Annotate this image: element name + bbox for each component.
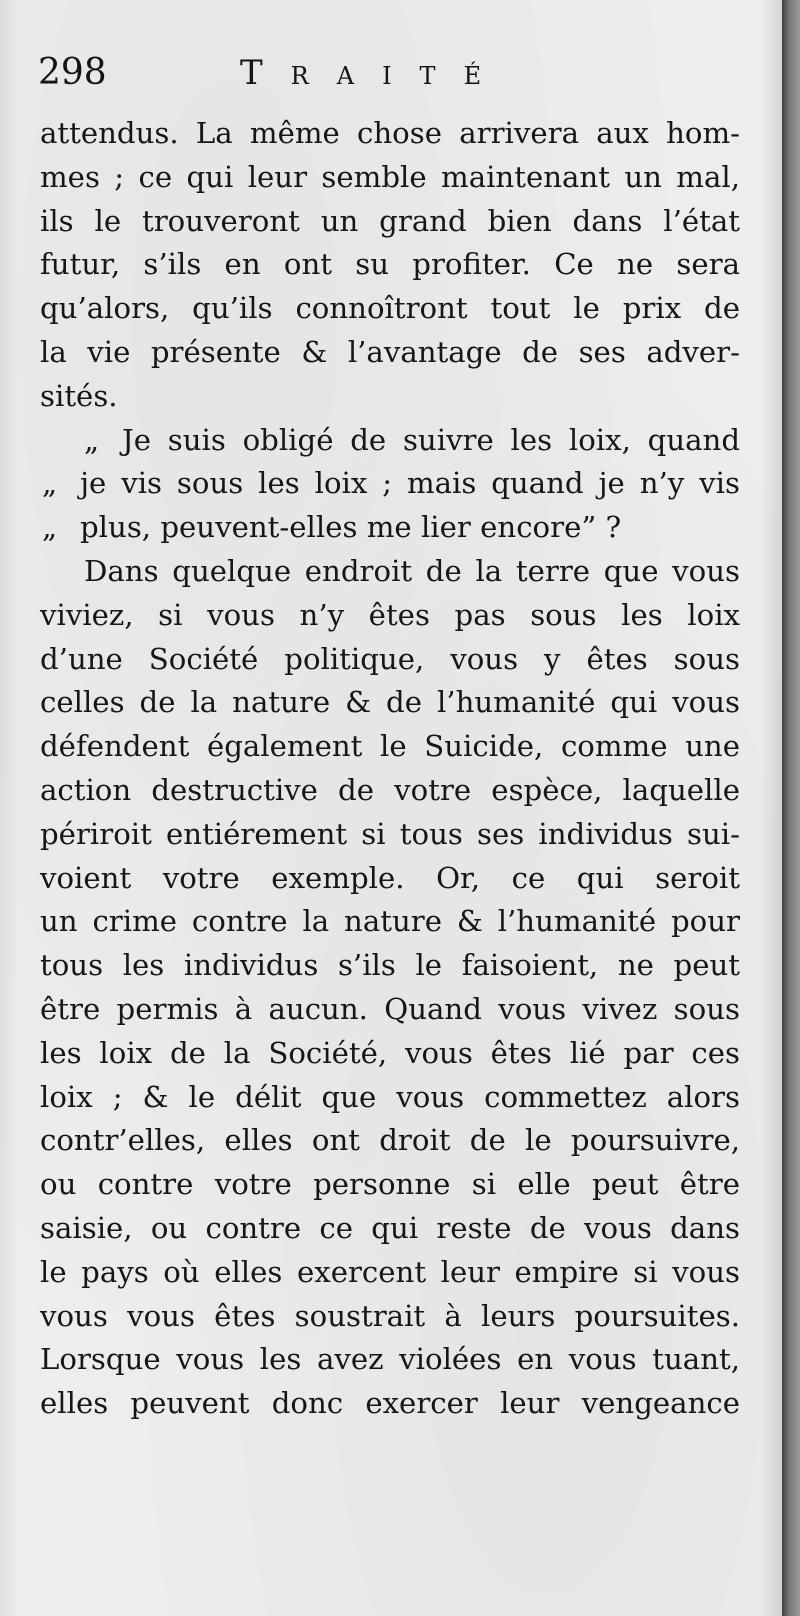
text-line: je vis sous les loix ; mais quand je n’y vis bbox=[80, 466, 740, 501]
text-line: Dans quelque endroit de la terre que vous bbox=[84, 553, 740, 588]
text-line: défendent également le Suicide, comme une bbox=[40, 729, 740, 764]
text-line: le pays où elles exercent leur empire si vous bbox=[40, 1254, 740, 1289]
text-line: contr’elles, elles ont droit de le poursuivre, bbox=[40, 1123, 740, 1158]
quoted-line bbox=[40, 419, 740, 463]
text-line: d’une Société politique, vous y êtes sous bbox=[40, 641, 740, 676]
quote-mark: „ bbox=[42, 510, 58, 545]
text-line: Je suis obligé de suivre les loix, quand bbox=[122, 422, 740, 457]
text-line: elles peuvent donc exercer leur vengeance bbox=[40, 1386, 740, 1421]
quoted-line bbox=[40, 506, 740, 550]
text-line: saisie, ou contre ce qui reste de vous dans bbox=[40, 1210, 740, 1245]
text-line: la vie présente & l’avantage de ses adver- bbox=[40, 334, 740, 369]
text-line: tous les individus s’ils le faisoient, ne peut bbox=[40, 948, 740, 983]
text-line: les loix de la Société, vous êtes lié par ces bbox=[40, 1035, 740, 1070]
page-edge-shadow bbox=[782, 0, 800, 1616]
text-line: vous vous êtes soustrait à leurs poursuites. bbox=[40, 1298, 740, 1333]
text-line: voient votre exemple. Or, ce qui seroit bbox=[40, 860, 740, 895]
quoted-line bbox=[40, 462, 740, 506]
text-line: ils le trouveront un grand bien dans l’état bbox=[40, 203, 740, 238]
text-line: qu’alors, qu’ils connoîtront tout le prix de bbox=[40, 291, 740, 326]
text-line: futur, s’ils en ont su profiter. Ce ne sera bbox=[40, 247, 740, 282]
text-line: ou contre votre personne si elle peut être bbox=[40, 1167, 740, 1202]
text-line: mes ; ce qui leur semble maintenant un mal, bbox=[40, 159, 740, 194]
page-number: 298 bbox=[38, 52, 107, 93]
text-line: périroit entiérement si tous ses individus sui- bbox=[40, 816, 740, 851]
text-line: attendus. La même chose arrivera aux hom- bbox=[40, 116, 740, 150]
body-text bbox=[40, 112, 740, 1426]
text-line: être permis à aucun. Quand vous vivez sous bbox=[40, 991, 740, 1026]
running-head: Traité bbox=[240, 53, 510, 93]
quote-mark: „ bbox=[42, 466, 58, 501]
text-line: action destructive de votre espèce, laquelle bbox=[40, 772, 740, 807]
text-line: celles de la nature & de l’humanité qui vous bbox=[40, 685, 740, 720]
text-line: Lorsque vous les avez violées en vous tuant, bbox=[40, 1342, 740, 1377]
text-line: plus, peuvent-elles me lier encore” ? bbox=[80, 510, 622, 545]
text-line: viviez, si vous n’y êtes pas sous les loix bbox=[40, 597, 740, 632]
text-line: loix ; & le délit que vous commettez alors bbox=[40, 1079, 740, 1114]
page-header bbox=[38, 48, 758, 98]
text-line: un crime contre la nature & l’humanité pour bbox=[40, 904, 740, 939]
quote-mark: „ bbox=[84, 422, 100, 457]
text-line: sités. bbox=[40, 378, 118, 413]
